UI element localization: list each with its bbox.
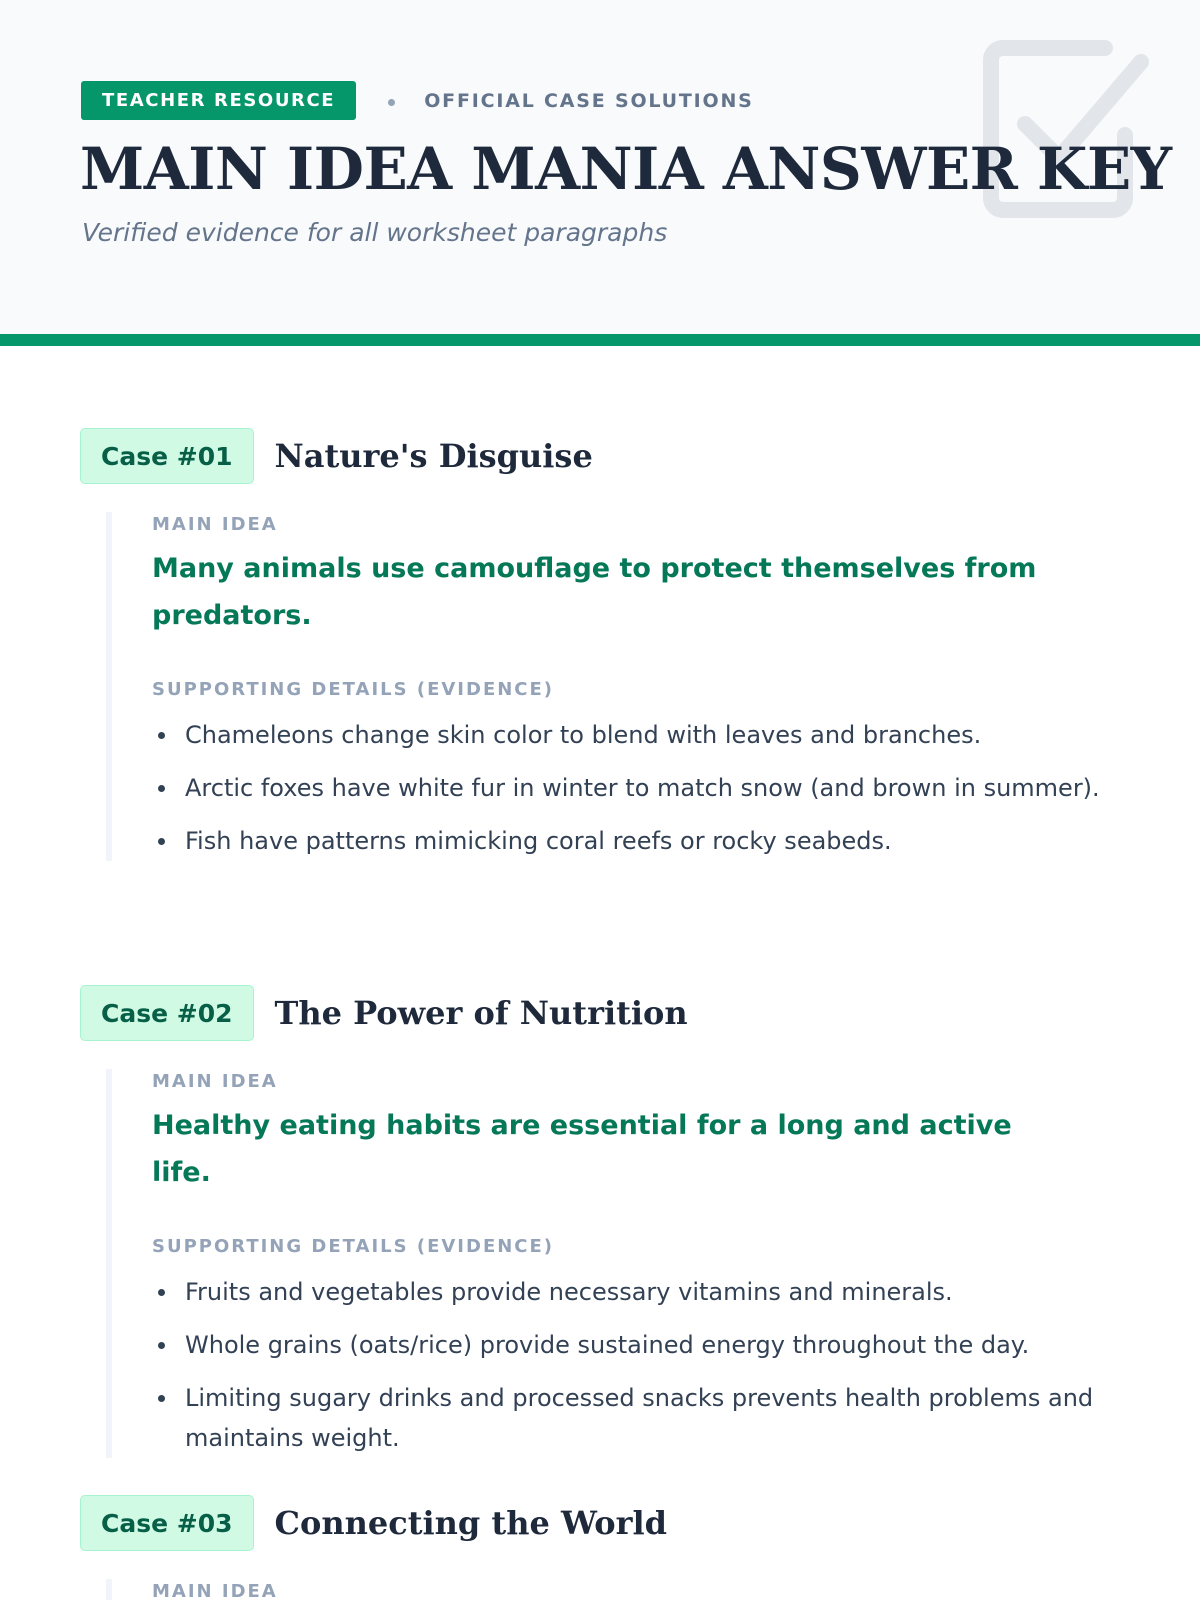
case-card [80, 1494, 1120, 1600]
case-title: Connecting the World [274, 1504, 668, 1542]
supporting-details-list [152, 1272, 1120, 1458]
header-divider [0, 334, 1200, 346]
detail-item: Fish have patterns mimicking coral reefs or rocky seabeds. [152, 821, 1152, 861]
supporting-details-list [152, 715, 1120, 861]
header-meta [81, 81, 754, 120]
detail-item: Fruits and vegetables provide necessary vitamins and minerals. [152, 1272, 1152, 1312]
page-subtitle: Verified evidence for all worksheet paragraphs [82, 218, 668, 247]
case-number-badge: Case #01 [80, 428, 254, 484]
case-body [106, 1579, 1120, 1600]
meta-label: OFFICIAL CASE SOLUTIONS [424, 89, 754, 112]
supporting-details-label: SUPPORTING DETAILS (EVIDENCE) [152, 1236, 555, 1257]
supporting-details-label: SUPPORTING DETAILS (EVIDENCE) [152, 679, 555, 700]
detail-item: Limiting sugary drinks and processed snacks prevents health problems and maintains weight. [152, 1378, 1152, 1458]
case-card [80, 427, 1120, 874]
teacher-resource-badge: TEACHER RESOURCE [81, 81, 356, 120]
case-header [80, 1494, 1120, 1552]
detail-item: Arctic foxes have white fur in winter to match snow (and brown in summer). [152, 768, 1152, 808]
main-idea-text: Healthy eating habits are essential for a long and active life. [152, 1110, 1012, 1188]
case-card [80, 984, 1120, 1471]
case-header [80, 427, 1120, 485]
separator-dot [388, 99, 395, 106]
main-idea-label: MAIN IDEA [152, 1581, 278, 1600]
case-body [106, 512, 1120, 861]
case-title: The Power of Nutrition [274, 994, 688, 1032]
detail-item: Whole grains (oats/rice) provide sustained energy throughout the day. [152, 1325, 1152, 1365]
case-number-badge: Case #02 [80, 985, 254, 1041]
page-title: MAIN IDEA MANIA ANSWER KEY [80, 135, 1172, 203]
case-number-badge: Case #03 [80, 1495, 254, 1551]
main-idea-label: MAIN IDEA [152, 514, 278, 535]
case-title: Nature's Disguise [274, 437, 593, 475]
detail-item: Chameleons change skin color to blend with leaves and branches. [152, 715, 1152, 755]
main-idea-label: MAIN IDEA [152, 1071, 278, 1092]
case-body [106, 1069, 1120, 1458]
page-header [0, 0, 1200, 334]
case-header [80, 984, 1120, 1042]
main-idea-text: Many animals use camouflage to protect themselves from predators. [152, 553, 1037, 631]
